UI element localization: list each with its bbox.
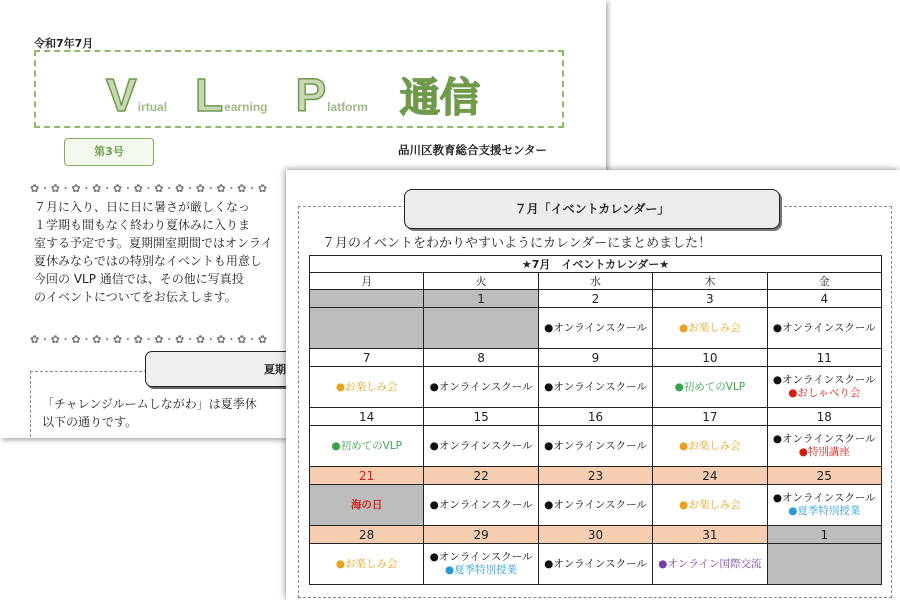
calendar-event-row	[310, 426, 882, 467]
calendar-event-cell	[767, 485, 881, 526]
calendar-event-cell	[767, 367, 881, 408]
weekday-header: 金	[767, 273, 881, 290]
calendar-event: ●オンラインスクール	[544, 439, 647, 452]
calendar-day-number: 30	[538, 526, 652, 544]
issue-number-banner: 第3号	[64, 138, 154, 166]
calendar-event-cell	[424, 367, 538, 408]
calendar-event-cell	[310, 426, 424, 467]
body-line: 今回の VLP 通信では、その他に写真投	[34, 272, 244, 286]
body-line: 室する予定です。夏期開室期間ではオンライ	[34, 236, 273, 250]
calendar-event-cell	[653, 544, 767, 585]
title-word-earning: earning	[224, 100, 268, 114]
calendar-event-cell	[767, 426, 881, 467]
calendar-event: ●オンラインスクール	[544, 321, 647, 334]
calendar-table-title: ★7月 イベントカレンダー★	[310, 256, 882, 273]
calendar-event: ●夏季特別授業	[445, 564, 518, 576]
calendar-event-cell	[424, 426, 538, 467]
calendar-day-number-row	[310, 526, 882, 544]
calendar-event-cell	[538, 485, 652, 526]
calendar-day-number: 25	[767, 467, 881, 485]
title-word-latform: latform	[327, 100, 368, 114]
newsletter-body	[34, 198, 284, 306]
calendar-event-row	[310, 308, 882, 349]
section-body	[42, 395, 257, 431]
newsletter-date: 令和7年7月	[34, 37, 94, 50]
body-line: ７月に入り、日に日に暑さが厳しくなっ	[34, 200, 251, 214]
calendar-event-cell	[538, 308, 652, 349]
calendar-event-cell	[310, 308, 424, 349]
calendar-event: ●初めてのVLP	[331, 439, 402, 452]
calendar-event-cell	[767, 308, 881, 349]
calendar-day-number: 8	[424, 349, 538, 367]
calendar-event-cell	[310, 544, 424, 585]
calendar-event: ●オンラインスクール	[429, 439, 533, 452]
calendar-event-cell	[538, 367, 652, 408]
calendar-event: ●オンラインスクール	[544, 557, 647, 570]
calendar-day-number: 15	[424, 408, 538, 426]
title-letter-v: V	[106, 69, 138, 121]
calendar-event: ●特別講座	[798, 446, 850, 458]
publisher-name: 品川区教育総合支援センター	[398, 143, 548, 157]
body-line: 「チャレンジルームしながわ」は夏季休	[42, 397, 257, 411]
calendar-event-cell	[653, 308, 767, 349]
calendar-event-cell	[538, 426, 652, 467]
calendar-day-number: 28	[310, 526, 424, 544]
body-line: のイベントについてをお伝えします。	[34, 290, 237, 304]
event-calendar-table	[309, 255, 882, 585]
calendar-day-number: 29	[424, 526, 538, 544]
calendar-event-cell	[653, 367, 767, 408]
calendar-day-number: 9	[538, 349, 652, 367]
flower-divider: ✿･✿･✿･✿･✿･✿･✿･✿･✿･✿･✿･✿	[30, 333, 271, 346]
calendar-day-number: 16	[538, 408, 652, 426]
calendar-event: 海の日	[350, 498, 383, 511]
calendar-day-number-row	[310, 290, 882, 308]
calendar-event: ●お楽しみ会	[335, 557, 398, 570]
calendar-event: ●お楽しみ会	[679, 498, 741, 511]
calendar-day-number: 1	[767, 526, 881, 544]
calendar-event: ●初めてのVLP	[674, 380, 746, 393]
calendar-day-number: 23	[538, 467, 652, 485]
calendar-day-number: 2	[538, 290, 652, 308]
calendar-day-number: 24	[653, 467, 767, 485]
calendar-page	[286, 170, 900, 600]
body-line: 以下の通りです。	[42, 415, 138, 429]
weekday-header: 月	[310, 273, 424, 290]
calendar-event: ●オンラインスクール	[429, 380, 533, 393]
calendar-event-cell	[538, 544, 652, 585]
weekday-header: 水	[538, 273, 652, 290]
body-line: 夏休みならではの特別なイベントも用意し	[34, 254, 262, 268]
calendar-day-number-row	[310, 408, 882, 426]
calendar-day-number: 10	[653, 349, 767, 367]
calendar-event: ●お楽しみ会	[679, 439, 741, 452]
section-heading-box	[145, 351, 293, 387]
calendar-day-number: 4	[767, 290, 881, 308]
calendar-event-row	[310, 367, 882, 408]
calendar-event: ●オンラインスクール	[544, 498, 647, 511]
calendar-event: ●おしゃべり会	[788, 387, 861, 399]
calendar-day-number: 14	[310, 408, 424, 426]
weekday-header: 木	[653, 273, 767, 290]
calendar-day-number: 22	[424, 467, 538, 485]
calendar-day-number-row	[310, 349, 882, 367]
weekday-header: 火	[424, 273, 538, 290]
calendar-event: ●オンラインスクール	[772, 492, 876, 504]
flower-divider: ✿･✿･✿･✿･✿･✿･✿･✿･✿･✿･✿･✿	[30, 182, 271, 195]
calendar-event-cell	[424, 308, 538, 349]
calendar-event: ●夏季特別授業	[788, 505, 861, 517]
calendar-day-number: 21	[310, 467, 424, 485]
calendar-event-cell	[424, 485, 538, 526]
calendar-event-cell	[310, 367, 424, 408]
calendar-day-number: 31	[653, 526, 767, 544]
title-suffix: 通信	[399, 76, 480, 120]
newsletter-title-box	[34, 50, 564, 128]
body-line: １学期も間もなく終わり夏休みに入りま	[34, 218, 251, 232]
calendar-event: ●オンラインスクール	[772, 433, 876, 445]
calendar-event-cell	[653, 485, 767, 526]
calendar-event: ●オンラインスクール	[544, 380, 647, 393]
calendar-day-number: 7	[310, 349, 424, 367]
calendar-day-number: 17	[653, 408, 767, 426]
calendar-event: ●オンラインスクール	[429, 498, 533, 511]
calendar-event-cell	[653, 426, 767, 467]
calendar-day-number: 3	[653, 290, 767, 308]
calendar-day-number-row	[310, 467, 882, 485]
calendar-event: ●オンラインスクール	[429, 551, 533, 563]
title-letter-p: P	[295, 69, 328, 121]
calendar-day-number: 1	[424, 290, 538, 308]
calendar-event: ●お楽しみ会	[335, 380, 398, 393]
calendar-event: ●オンラインスクール	[772, 321, 876, 334]
calendar-event-cell	[767, 544, 881, 585]
calendar-event-row	[310, 544, 882, 585]
section-heading: 夏期	[264, 363, 286, 376]
calendar-event: ●オンライン国際交流	[658, 557, 762, 570]
calendar-day-number: 18	[767, 408, 881, 426]
title-letter-l: L	[195, 69, 225, 121]
calendar-event-row	[310, 485, 882, 526]
calendar-section-title: ７月「イベントカレンダー」	[404, 189, 780, 229]
title-word-irtual: irtual	[137, 100, 168, 114]
calendar-day-number: 11	[767, 349, 881, 367]
calendar-intro: ７月のイベントをわかりやすいようにカレンダーにまとめました！	[322, 236, 712, 251]
calendar-event-cell	[310, 485, 424, 526]
calendar-day-number	[310, 290, 424, 308]
calendar-event: ●オンラインスクール	[772, 374, 876, 386]
calendar-event: ●お楽しみ会	[679, 321, 741, 334]
calendar-event-cell	[424, 544, 538, 585]
newsletter-title	[106, 66, 480, 123]
